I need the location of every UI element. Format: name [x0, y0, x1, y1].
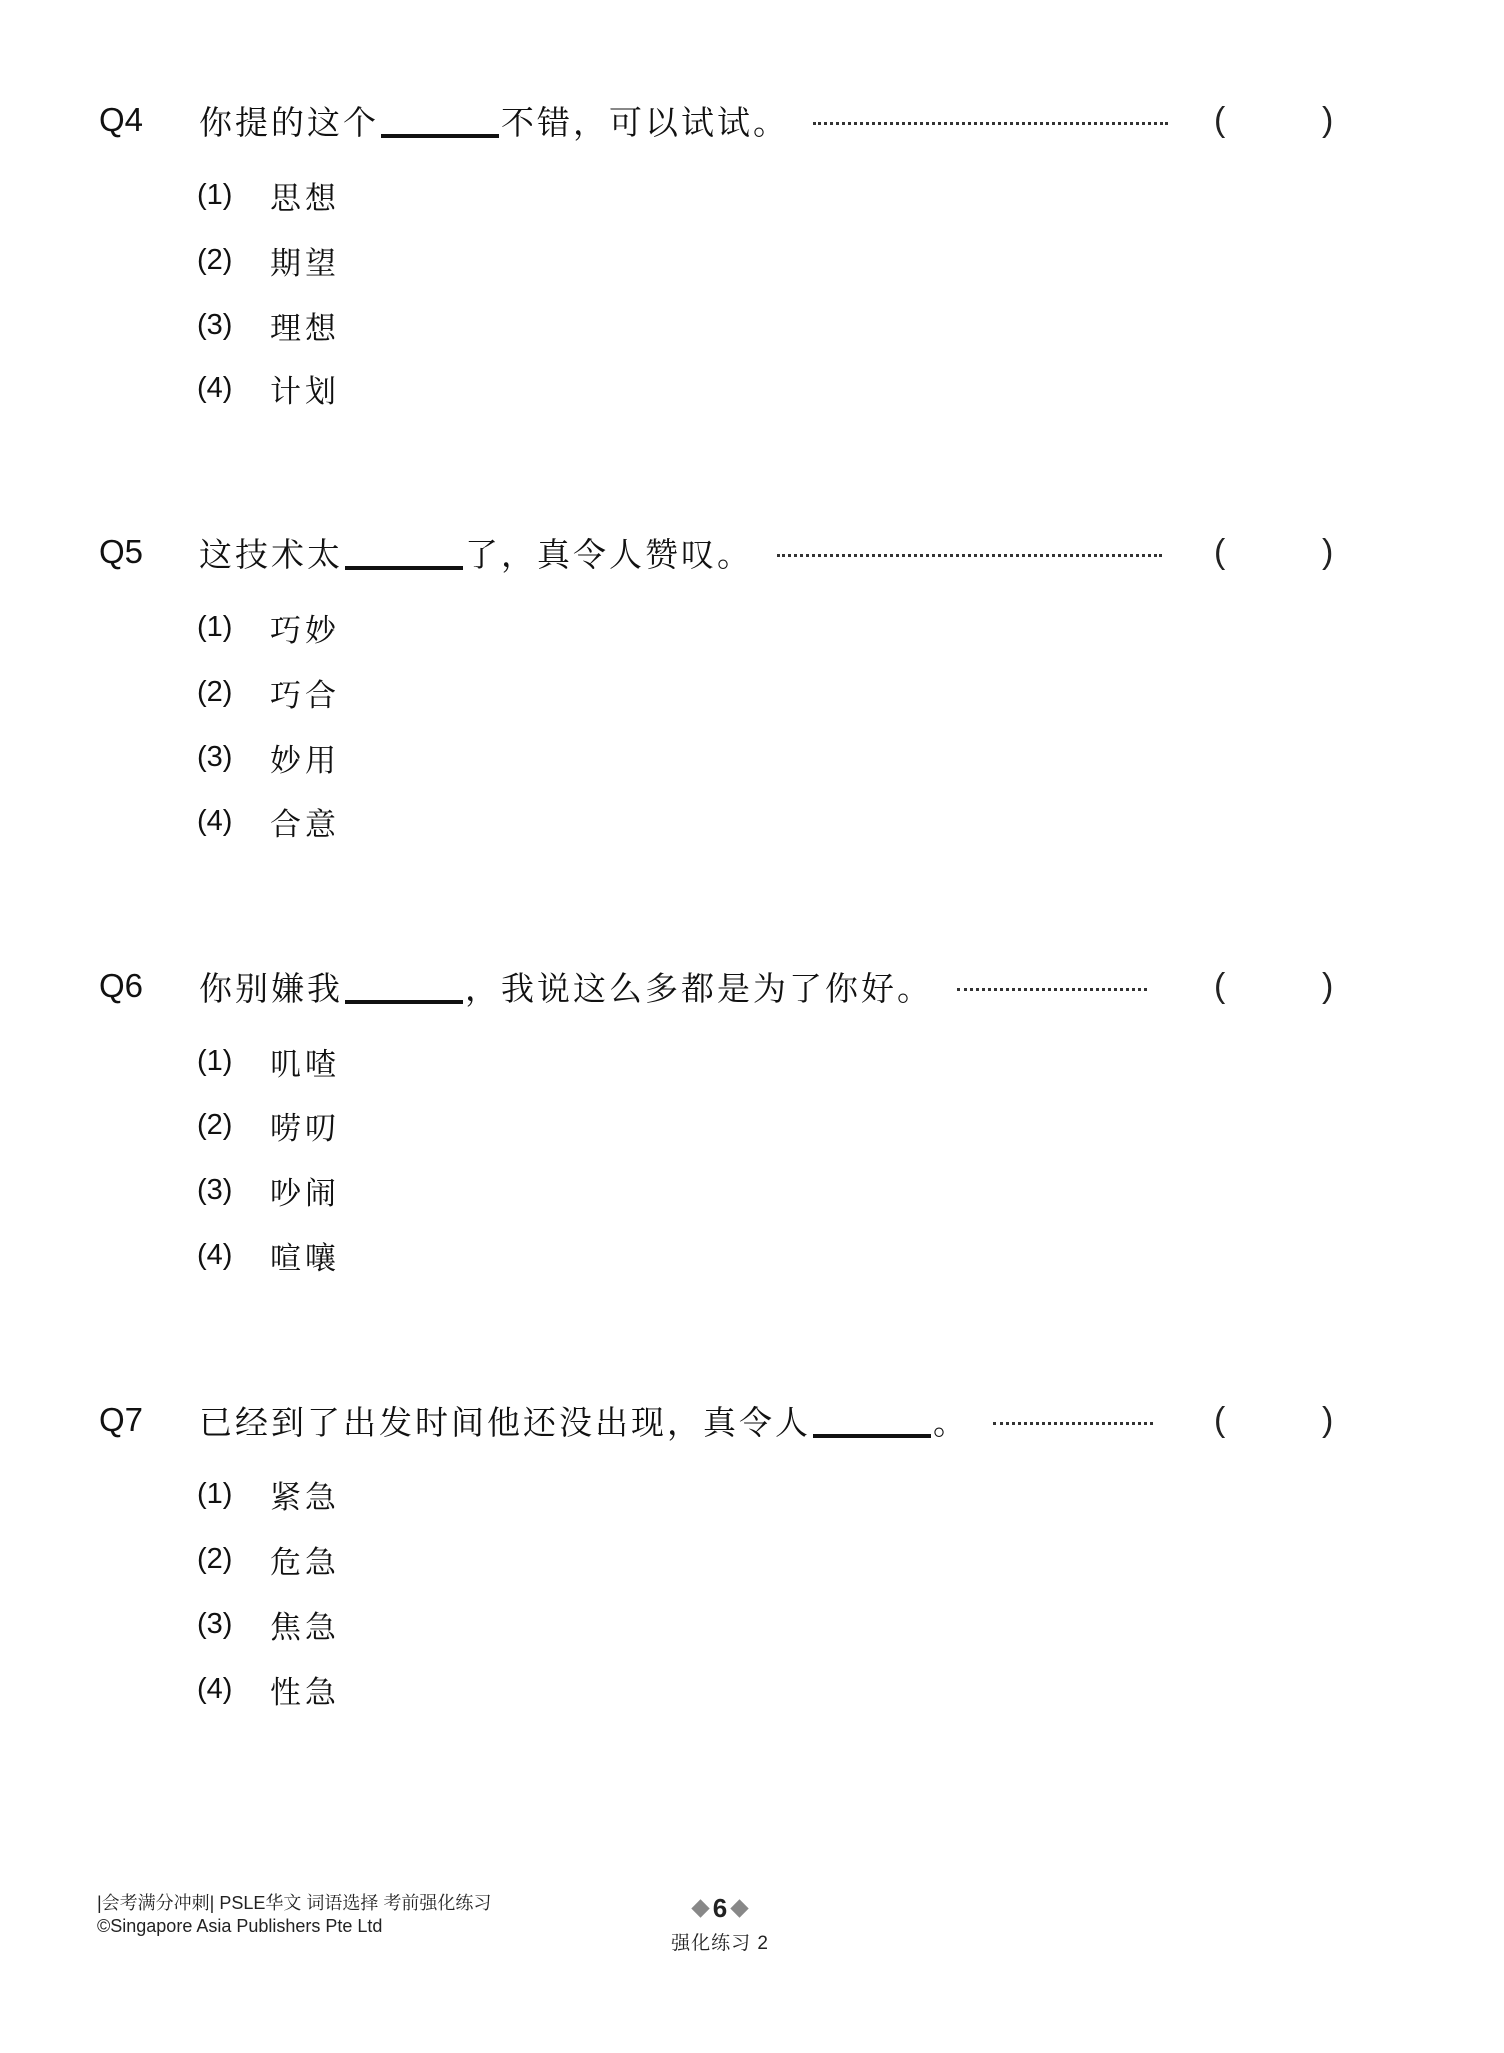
answer-box-close-paren[interactable]: ) [1322, 966, 1334, 1005]
dot-leader [777, 551, 1162, 557]
diamond-left-icon [691, 1899, 709, 1917]
option-number: (3) [197, 1607, 233, 1640]
question-stem [199, 97, 1168, 144]
option-number: (2) [197, 243, 233, 276]
option-text: 唠叨 [270, 1110, 340, 1147]
question-stem [199, 1397, 1153, 1444]
option-text: 妙用 [270, 742, 340, 779]
stem-before-blank: 你别嫌我 [199, 968, 343, 1008]
footer-page-info [640, 1892, 800, 1955]
option-number: (4) [197, 1238, 233, 1271]
option-number: (4) [197, 371, 233, 404]
option-number: (2) [197, 1542, 233, 1575]
stem-before-blank: 你提的这个 [199, 102, 379, 142]
answer-box-open-paren[interactable]: ( [1214, 1400, 1226, 1439]
answer-blank [345, 1000, 463, 1004]
dot-leader [813, 119, 1168, 125]
answer-box-close-paren[interactable]: ) [1322, 100, 1334, 139]
option-3 [197, 737, 340, 777]
stem-after-blank: 。 [933, 1402, 969, 1442]
option-text: 性急 [270, 1674, 340, 1711]
question-number: Q6 [99, 967, 144, 1004]
option-1 [197, 1474, 340, 1514]
option-2 [197, 240, 340, 280]
option-1 [197, 607, 340, 647]
answer-box-open-paren[interactable]: ( [1214, 100, 1226, 139]
stem-after-blank: 了，真令人赞叹。 [465, 534, 753, 574]
option-number: (1) [197, 178, 233, 211]
option-text: 紧急 [270, 1479, 340, 1516]
option-number: (3) [197, 1173, 233, 1206]
answer-box-open-paren[interactable]: ( [1214, 966, 1226, 1005]
option-4 [197, 368, 340, 408]
option-number: (3) [197, 308, 233, 341]
option-3 [197, 1170, 340, 1210]
stem-after-blank: 不错，可以试试。 [501, 102, 789, 142]
option-text: 焦急 [270, 1609, 340, 1646]
option-4 [197, 1235, 340, 1275]
question-number: Q7 [99, 1401, 144, 1438]
question-stem [199, 963, 1147, 1010]
option-text: 喧嚷 [270, 1240, 340, 1277]
option-text: 计划 [270, 373, 340, 410]
copyright: ©Singapore Asia Publishers Pte Ltd [97, 1916, 383, 1936]
option-text: 危急 [270, 1544, 340, 1581]
option-3 [197, 1604, 340, 1644]
answer-box-close-paren[interactable]: ) [1322, 532, 1334, 571]
question-number: Q4 [99, 101, 144, 138]
option-number: (2) [197, 675, 233, 708]
section-label: 强化练习 2 [671, 1933, 769, 1954]
diamond-right-icon [731, 1899, 749, 1917]
option-number: (2) [197, 1108, 233, 1141]
series-title: |会考满分冲刺| PSLE华文 词语选择 考前强化练习 [97, 1893, 492, 1913]
option-number: (3) [197, 740, 233, 773]
option-number: (1) [197, 1044, 233, 1077]
option-1 [197, 1041, 340, 1081]
stem-before-blank: 这技术太 [199, 534, 343, 574]
option-text: 叽喳 [270, 1046, 340, 1083]
stem-before-blank: 已经到了出发时间他还没出现，真令人 [199, 1402, 811, 1442]
dot-leader [957, 985, 1147, 991]
option-text: 思想 [270, 180, 340, 217]
option-3 [197, 305, 340, 345]
dot-leader [993, 1419, 1153, 1425]
page-number-block [640, 1892, 800, 1924]
stem-after-blank: ，我说这么多都是为了你好。 [465, 968, 933, 1008]
page-number: 6 [712, 1892, 728, 1923]
option-text: 巧合 [270, 677, 340, 714]
answer-box-open-paren[interactable]: ( [1214, 532, 1226, 571]
option-4 [197, 801, 340, 841]
option-2 [197, 672, 340, 712]
option-number: (1) [197, 610, 233, 643]
option-text: 巧妙 [270, 612, 340, 649]
footer-publisher-info [97, 1892, 491, 1938]
option-2 [197, 1539, 340, 1579]
answer-blank [345, 566, 463, 570]
option-text: 吵闹 [270, 1175, 340, 1212]
question-number: Q5 [99, 533, 144, 570]
option-number: (4) [197, 1672, 233, 1705]
option-text: 合意 [270, 806, 340, 843]
question-stem [199, 529, 1162, 576]
option-number: (4) [197, 804, 233, 837]
option-4 [197, 1669, 340, 1709]
option-text: 期望 [270, 245, 340, 282]
option-number: (1) [197, 1477, 233, 1510]
option-text: 理想 [270, 310, 340, 347]
answer-box-close-paren[interactable]: ) [1322, 1400, 1334, 1439]
option-2 [197, 1105, 340, 1145]
answer-blank [381, 134, 499, 138]
answer-blank [813, 1434, 931, 1438]
option-1 [197, 175, 340, 215]
